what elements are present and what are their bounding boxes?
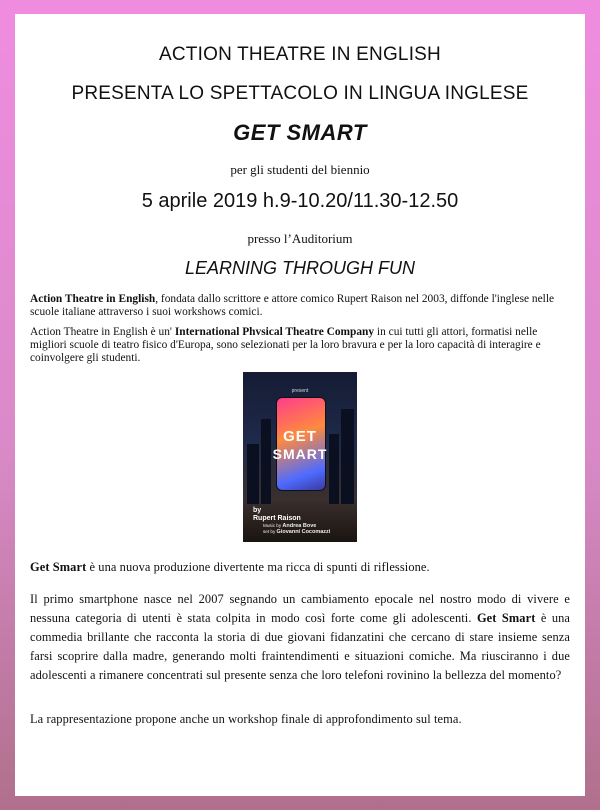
poster-author-block [253,507,301,523]
intro-text-2b: in cui tutti gli attori, formatisi nelle migliori scuole di teatro fisico d'Europa, sono selezionati per la loro bravura e per la loro capacità di interagire e coinvolgere gli studenti. [30,326,541,364]
flyer-page [15,14,585,796]
intro-paragraph-2 [30,326,570,365]
body-paragraph-2 [30,590,570,685]
poster-title-get: GET [283,428,317,445]
presents-heading: PRESENTA LO SPETTACOLO IN LINGUA INGLESE [71,83,529,104]
body-text-1: è una nuova produzione divertente ma ricca di spunti di riflessione. [86,560,430,574]
show-name-bold-2: Get Smart [476,611,536,625]
body-paragraph-3: La rappresentazione propone anche un workshop finale di approfondimento sul tema. [30,712,462,726]
body-text-2a: Il primo smartphone nasce nel 2007 segnando un cambiamento epocale nel nostro modo di vivere e nessuna categoria di utenti è stata colpita in modo così forte come gli adolescenti. [30,592,570,625]
organizer-heading: ACTION THEATRE IN ENGLISH [159,44,441,65]
company-name: Action Theatre in English [30,293,156,305]
poster-present: present [291,388,309,394]
music-label: Music by [263,523,282,528]
poster-credits [263,523,330,535]
poster-title-smart: SMART [272,446,328,462]
set-name: Giovanni Cocomazzi [276,529,331,535]
set-label: set by [263,529,276,534]
slogan: LEARNING THROUGH FUN [184,258,415,278]
intro-text-1: , fondata dallo scrittore e attore comico Rupert Raison nel 2003, diffonde l'inglese nelle scuole italiane attraverso i suoi workshows comici. [30,293,555,318]
show-title: GET SMART [233,120,367,145]
intro-text-2a: Action Theatre in English è un' [30,326,175,338]
show-poster [243,372,357,542]
poster-by: by [253,507,262,514]
audience-line: per gli studenti del biennio [230,162,370,177]
poster-author: Rupert Raison [253,515,301,522]
venue-line: presso l’Auditorium [247,231,353,246]
company-type: International Phvsical Theatre Company [174,326,375,338]
body-paragraph-1 [30,558,570,577]
date-time: 5 aprile 2019 h.9-10.20/11.30-12.50 [141,190,459,212]
show-name-bold: Get Smart [30,560,87,574]
music-name: Andrea Bove [282,523,317,529]
body-text-2b: è una commedia brillante che racconta la storia di due giovani fidanzatini che cercano di stare insieme senza farsi scoprire dalla madre, generando molti fraintendimenti e situazioni comiche. Ma riusciranno i due adolescenti a rimanere concentrati sul presente senza che loro telefoni rovinino la bellezza del momento? [30,611,571,682]
intro-paragraph-1 [30,293,570,319]
